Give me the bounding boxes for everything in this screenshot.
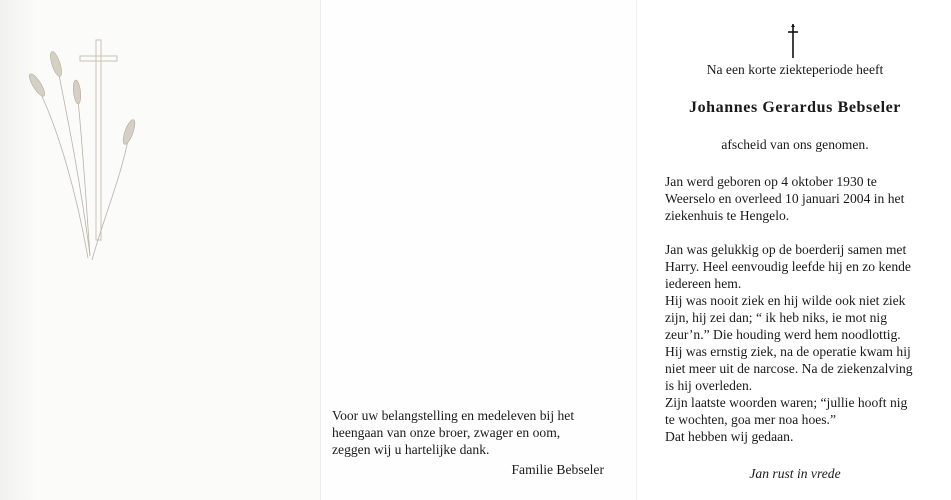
story-paragraph [665, 241, 925, 445]
farewell-text: afscheid van ons genomen. [721, 137, 869, 152]
intro-text: Na een korte ziekteperiode heeft [706, 62, 884, 77]
text-line: Jan werd geboren op 4 oktober 1930 te [665, 174, 877, 189]
thanks-line: heengaan van onze broer, zwager en oom, [332, 425, 561, 440]
text-line: Hij was nooit ziek en hij wilde ook niet ziek [665, 293, 906, 308]
closing-line: Jan rust in vrede [749, 466, 841, 481]
text-line: zeur’n.” Die houding werd hem noodlottig. [665, 327, 901, 342]
text-line: Jan was gelukkig op de boerderij samen met [665, 242, 907, 257]
text-line: Hij was ernstig ziek, na de operatie kwam hij [665, 344, 911, 359]
text-line: iedereen hem. [665, 276, 742, 291]
text-line: is hij overleden. [665, 378, 753, 393]
text-line: Weerselo en overleed 10 januari 2004 in het [665, 191, 905, 206]
cross-with-wheat-icon [28, 30, 148, 270]
biography-paragraph [665, 173, 925, 224]
deceased-name: Johannes Gerardus Bebseler [688, 99, 902, 116]
thanks-text [332, 407, 604, 458]
text-line: ziekenhuis te Hengelo. [665, 208, 790, 223]
thanks-line: Voor uw belangstelling en medeleven bij het [332, 408, 575, 423]
text-line: Dat hebben wij gedaan. [665, 429, 794, 444]
cross-icon [787, 24, 799, 58]
left-panel [0, 0, 320, 500]
text-line: zijn, hij zei dan; “ ik heb niks, ie mot nig [665, 310, 887, 325]
text-line: niet meer uit de narcose. Na de ziekenzalving [665, 361, 913, 376]
family-signature: Familie Bebseler [511, 462, 604, 477]
text-line: te wochten, goa mer noa hoes.” [665, 412, 836, 427]
thanks-line: zeggen wij u hartelijke dank. [332, 442, 490, 457]
text-line: Harry. Heel eenvoudig leefde hij en zo kende [665, 259, 911, 274]
text-line: Zijn laatste woorden waren; “jullie hooft nig [665, 395, 908, 410]
